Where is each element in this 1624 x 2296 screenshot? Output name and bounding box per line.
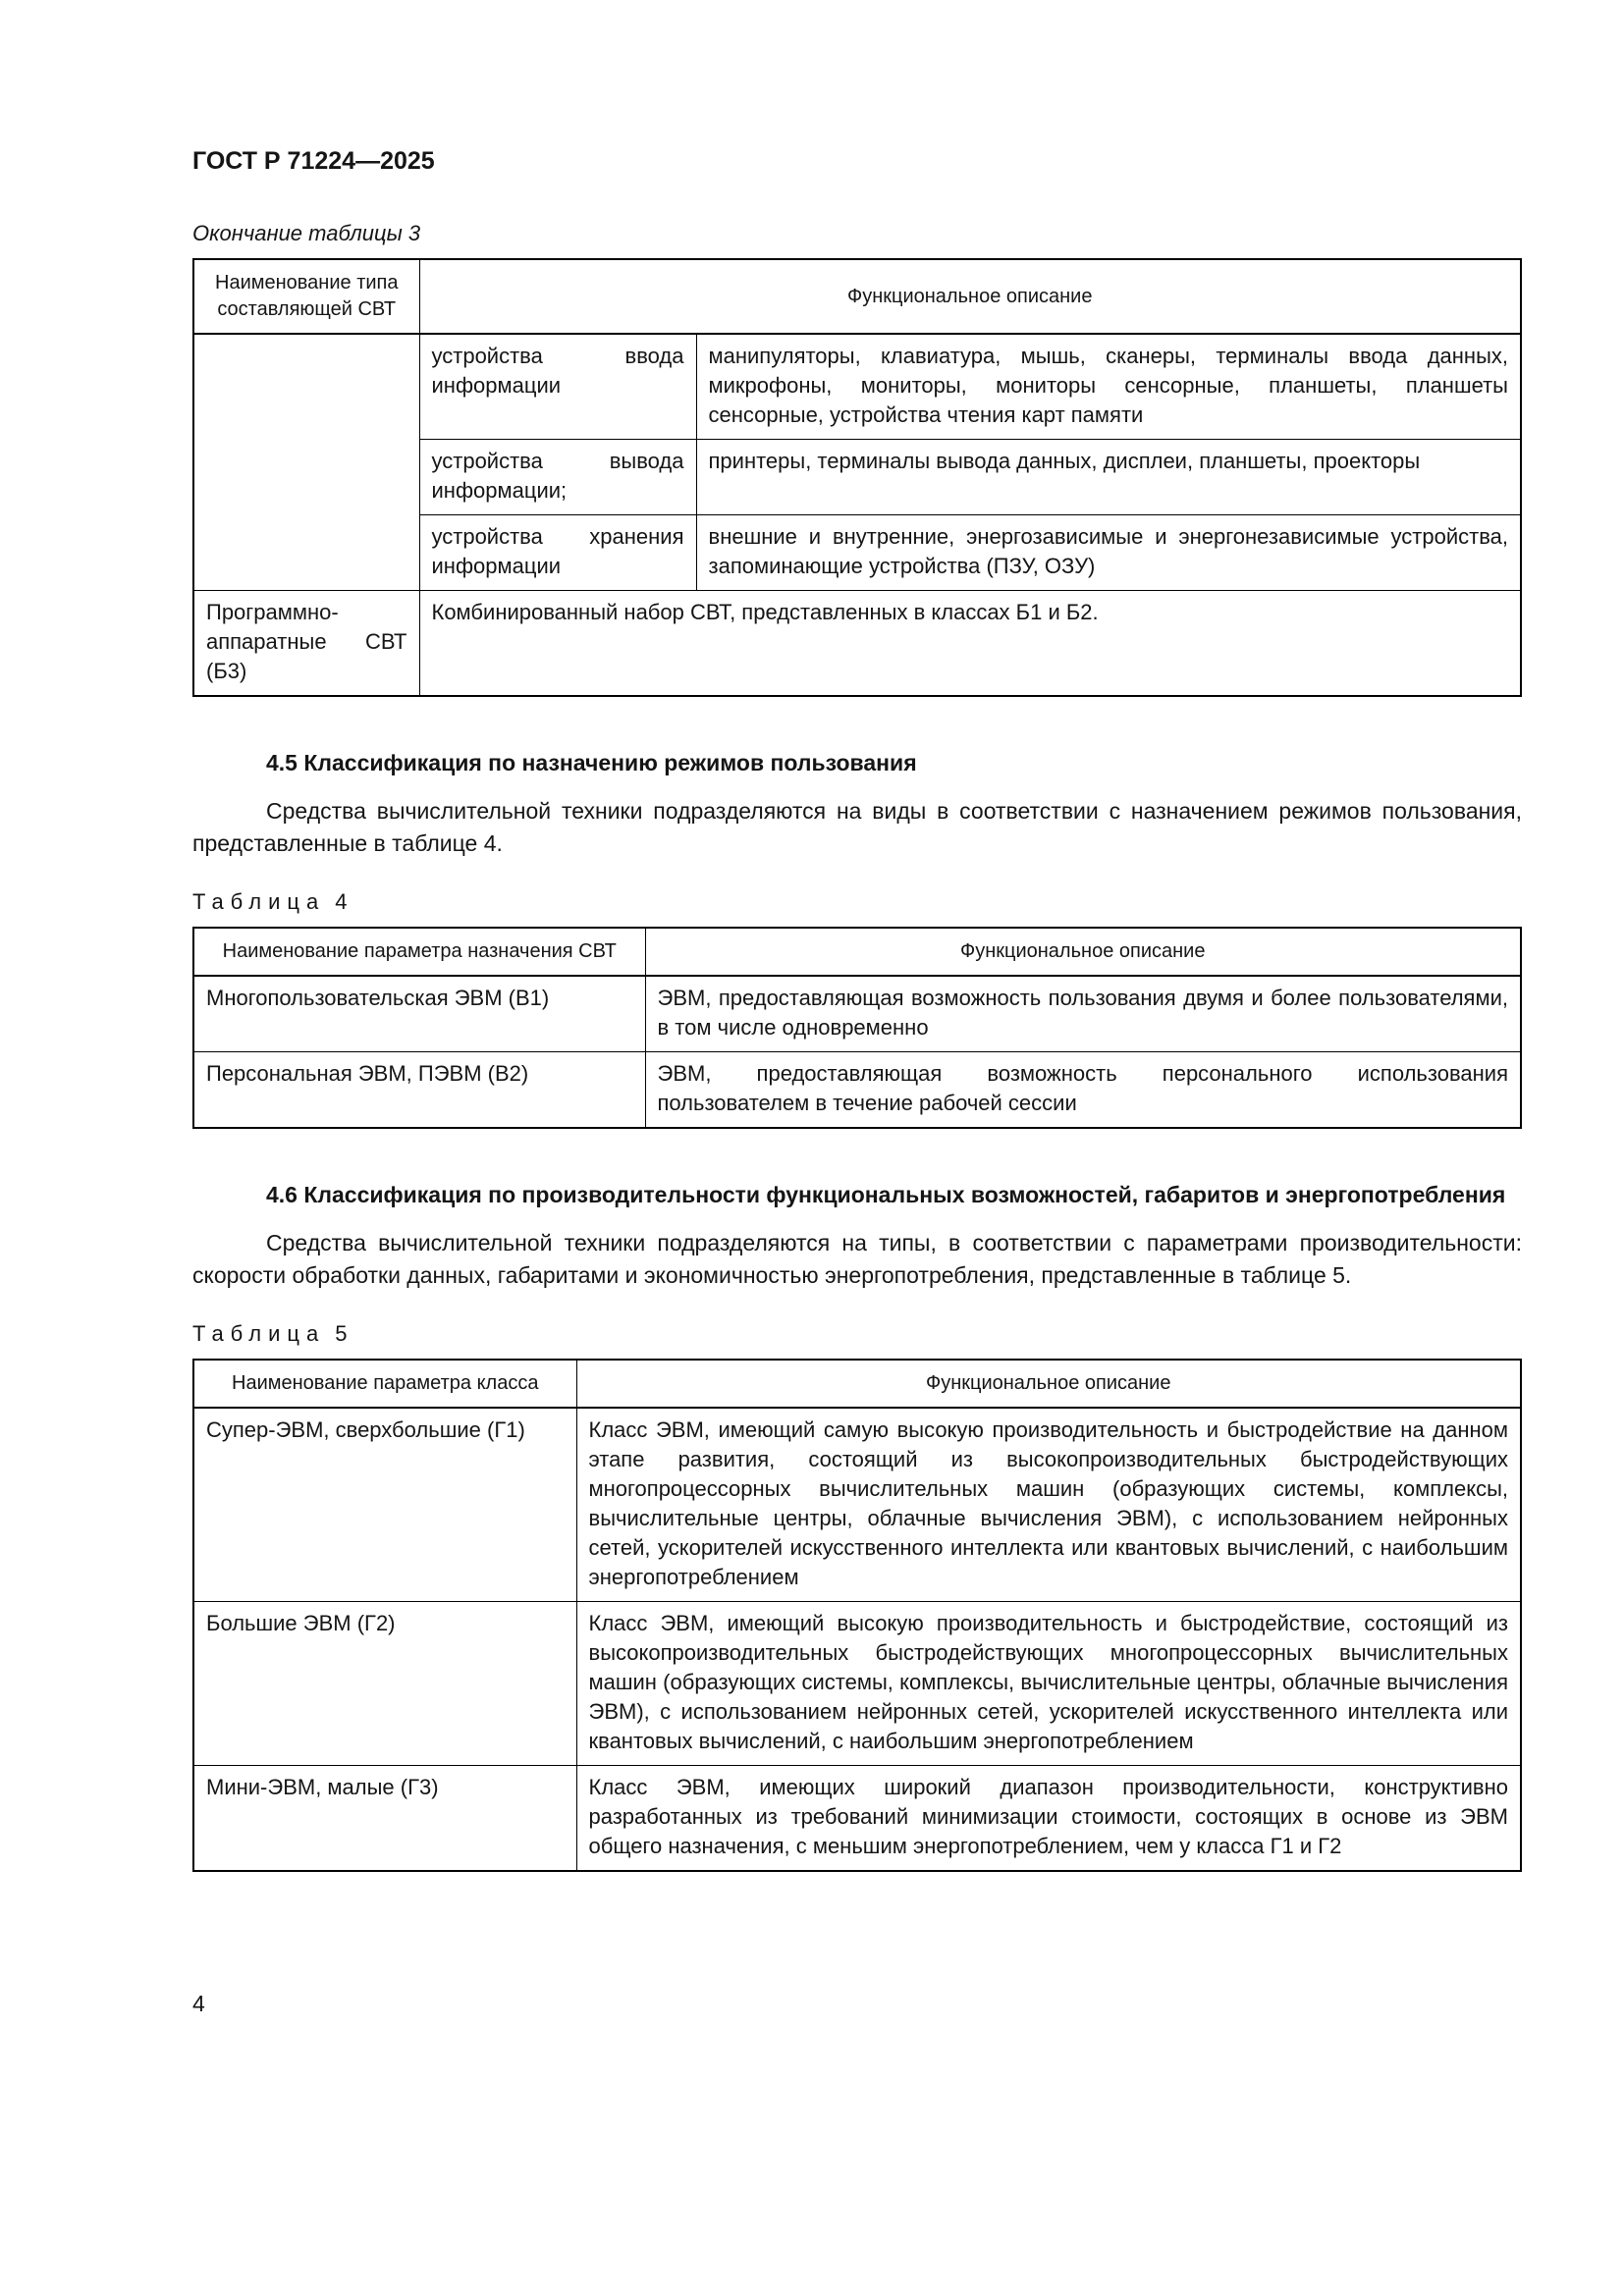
table4-header-row: [193, 928, 1521, 976]
table3-header-col1: Наименование типа составляющей СВТ: [193, 259, 419, 334]
table5-header-row: [193, 1360, 1521, 1408]
table-row: [193, 1408, 1521, 1602]
table-row: [193, 334, 1521, 440]
table4-desc-cell: ЭВМ, предоставляющая возможность персонального использования пользователем в течение рабочей сессии: [645, 1052, 1521, 1129]
table5-header-col1: Наименование параметра класса: [193, 1360, 576, 1408]
section-4-6-paragraph: Средства вычислительной техники подразделяются на типы, в соответствии с параметрами производительности: скорости обработки данных, габаритами и экономичностью энергопотребления, представленные в таблице 5.: [192, 1230, 1522, 1288]
table3-caption: Окончание таблицы 3: [192, 221, 421, 245]
table5-name-cell: Большие ЭВМ (Г2): [193, 1602, 576, 1766]
table5: [192, 1359, 1522, 1872]
table3-type-cell: Программно-аппаратные СВТ (Б3): [193, 591, 419, 697]
table3-subtype-cell: устройства хранения информации: [419, 515, 696, 591]
table4-caption-label: Таблица: [192, 889, 326, 914]
table4-desc-cell: ЭВМ, предоставляющая возможность пользования двумя и более пользователями, в том числе одновременно: [645, 976, 1521, 1052]
table4: [192, 927, 1522, 1129]
table5-header-col2: Функциональное описание: [576, 1360, 1521, 1408]
table5-caption: [192, 1319, 1522, 1349]
table4-header-col2: Функциональное описание: [645, 928, 1521, 976]
table-row: [193, 1602, 1521, 1766]
table3-desc-cell: принтеры, терминалы вывода данных, дисплеи, планшеты, проекторы: [696, 440, 1521, 515]
table4-name-cell: Многопользовательская ЭВМ (В1): [193, 976, 645, 1052]
table3: [192, 258, 1522, 697]
table3-desc-cell: манипуляторы, клавиатура, мышь, сканеры, терминалы ввода данных, микрофоны, мониторы, мониторы сенсорные, планшеты, планшеты сенсорные, устройства чтения карт памяти: [696, 334, 1521, 440]
section-4-5-paragraph: Средства вычислительной техники подразделяются на виды в соответствии с назначением режимов пользования, представленные в таблице 4.: [192, 798, 1522, 856]
table-row: [193, 976, 1521, 1052]
table4-header-col1: Наименование параметра назначения СВТ: [193, 928, 645, 976]
table3-subtype-cell: устройства ввода информации: [419, 334, 696, 440]
table5-desc-cell: Класс ЭВМ, имеющий самую высокую производительность и быстродействие на данном этапе развития, состоящий из высокопроизводительных быстродействующих многопроцессорных вычислительных машин (образующих системы, комплексы, вычислительные центры, облачные вычисления ЭВМ), с использованием нейронных сетей, ускорителей искусственного интеллекта или квантовых вычислений, с наибольшим энергопотреблением: [576, 1408, 1521, 1602]
section-4-6-heading: 4.6 Классификация по производительности функциональных возможностей, габаритов и энергопотребления: [266, 1182, 1506, 1207]
table3-header-row: [193, 259, 1521, 334]
table4-caption-number: 4: [335, 889, 348, 914]
table4-caption: [192, 887, 1522, 917]
table5-name-cell: Супер-ЭВМ, сверхбольшие (Г1): [193, 1408, 576, 1602]
table-row: [193, 591, 1521, 697]
table-row: [193, 1766, 1521, 1872]
doc-header: ГОСТ Р 71224—2025: [192, 147, 435, 175]
table3-empty-cell: [193, 334, 419, 591]
table5-name-cell: Мини-ЭВМ, малые (Г3): [193, 1766, 576, 1872]
table3-desc-cell: Комбинированный набор СВТ, представленных в классах Б1 и Б2.: [419, 591, 1521, 697]
table5-caption-number: 5: [335, 1321, 348, 1346]
table5-desc-cell: Класс ЭВМ, имеющий высокую производительность и быстродействие, состоящий из высокопроизводительных быстродействующих многопроцессорных вычислительных машин (образующих системы, комплексы, вычислительные центры, облачные вычисления ЭВМ), с использованием нейронных сетей, ускорителей искусственного интеллекта или квантовых вычислений, с наибольшим энергопотреблением: [576, 1602, 1521, 1766]
table-row: [193, 1052, 1521, 1129]
table4-name-cell: Персональная ЭВМ, ПЭВМ (В2): [193, 1052, 645, 1129]
table5-caption-label: Таблица: [192, 1321, 326, 1346]
table5-desc-cell: Класс ЭВМ, имеющих широкий диапазон производительности, конструктивно разработанных из требований минимизации стоимости, состоящих в основе из ЭВМ общего назначения, с меньшим энергопотреблением, чем у класса Г1 и Г2: [576, 1766, 1521, 1872]
table3-subtype-cell: устройства вывода информации;: [419, 440, 696, 515]
section-4-5-heading: 4.5 Классификация по назначению режимов пользования: [266, 750, 917, 775]
table3-desc-cell: внешние и внутренние, энергозависимые и энергонезависимые устройства, запоминающие устройства (ПЗУ, ОЗУ): [696, 515, 1521, 591]
page-number: 4: [192, 1991, 205, 2016]
table3-header-col2: Функциональное описание: [419, 259, 1521, 334]
